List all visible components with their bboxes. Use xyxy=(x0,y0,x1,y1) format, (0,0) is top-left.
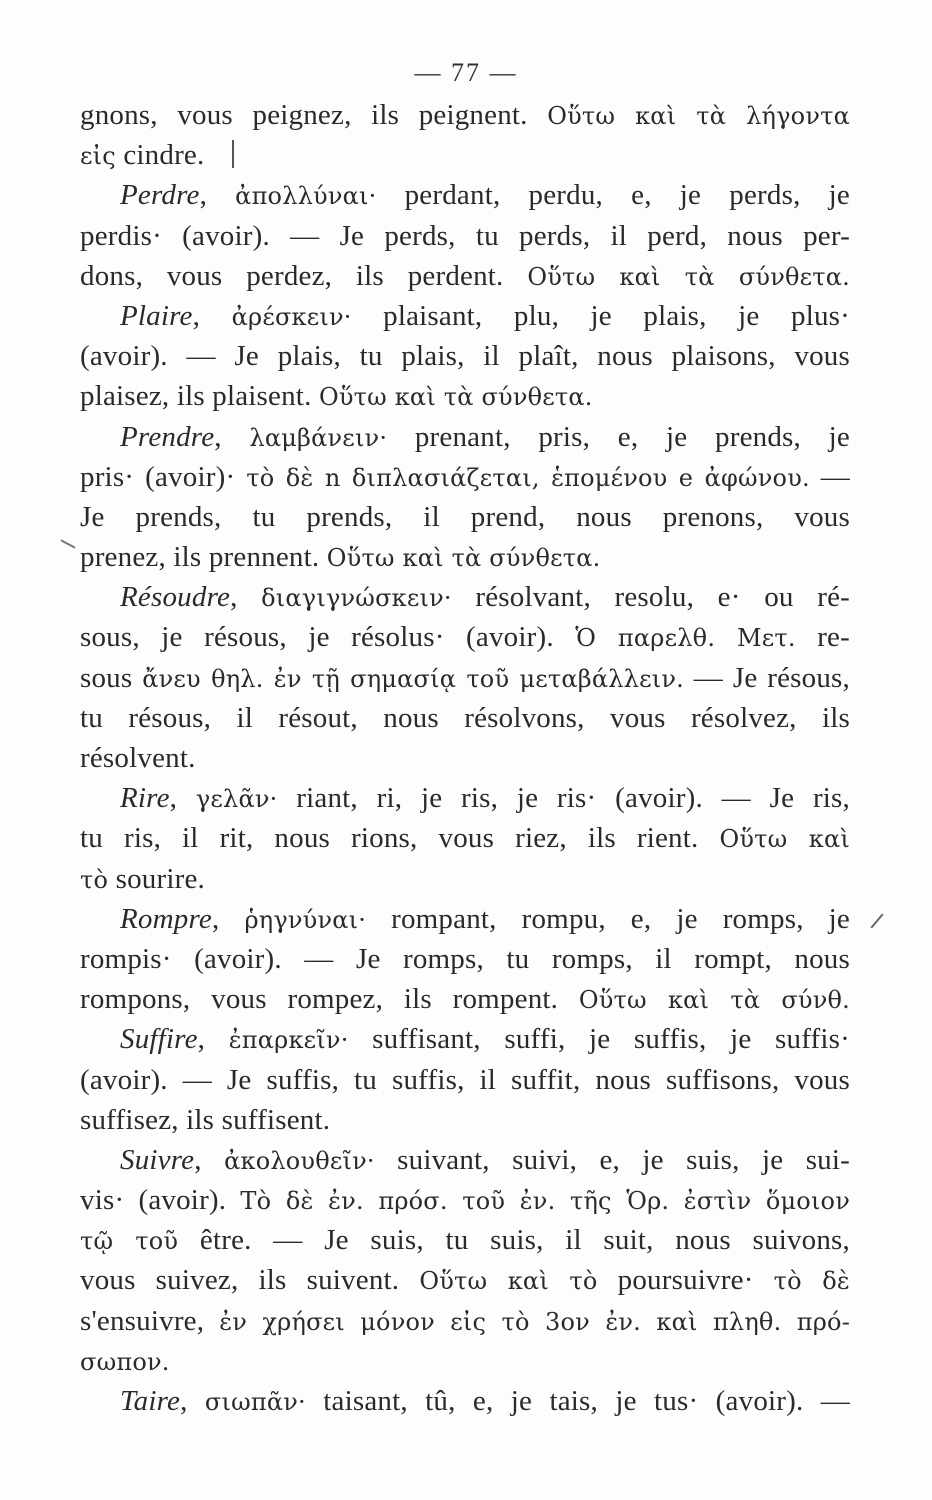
french-text: résolvant, resolu, e· ou ré- xyxy=(451,581,850,614)
french-text: perdant, perdu, e, je perds, je xyxy=(376,179,850,212)
text-line xyxy=(80,1301,850,1341)
greek-text: ἀπολλύναι· xyxy=(235,182,377,211)
french-text: suffisant, suffi, je suffis, je suffis· xyxy=(348,1023,850,1056)
text-line xyxy=(80,376,850,416)
text-line xyxy=(80,1100,850,1140)
french-text: rompis· (avoir). — Je romps, tu romps, il rompt, nous xyxy=(80,942,850,975)
headword: Prendre xyxy=(120,420,215,453)
french-text: sourire. xyxy=(108,862,205,895)
french-text: re- xyxy=(795,621,850,654)
text-line xyxy=(80,537,850,577)
french-text: — Je résous, xyxy=(683,661,850,694)
greek-text: Τὸ δὲ ἐν. πρόσ. τοῦ ἐν. τῆς Ὁρ. ἐστὶν ὅμοιον xyxy=(240,1187,850,1216)
french-text: perdis· (avoir). — Je perds, tu perds, il perd, nous per- xyxy=(80,219,850,252)
french-text: suivant, suivi, e, je suis, je sui- xyxy=(374,1143,850,1176)
french-text: , xyxy=(194,1143,225,1176)
headword: Rompre xyxy=(120,902,212,935)
french-text: (avoir). — Je plais, tu plais, il plaît, nous plaisons, vous xyxy=(80,340,850,373)
body-text xyxy=(80,95,850,1421)
headword: Suffire xyxy=(120,1023,198,1056)
text-line xyxy=(80,1220,850,1260)
greek-text: ῥηγνύναι· xyxy=(244,905,367,934)
greek-text: Οὕτω καὶ xyxy=(719,825,850,854)
french-text: (avoir). — Je suffis, tu suffis, il suffit, nous suffisons, vous xyxy=(80,1063,850,1096)
text-line xyxy=(80,256,850,296)
french-text: s'ensuivre, xyxy=(80,1304,220,1337)
text-line xyxy=(80,617,850,657)
french-text: , xyxy=(211,902,245,935)
french-text: sous xyxy=(80,661,143,694)
french-text: riant, ri, je ris, je ris· (avoir). — Je ris, xyxy=(277,782,850,815)
text-line xyxy=(80,1060,850,1100)
greek-text: Οὕτω καὶ τὰ σύνθ. xyxy=(578,986,850,1015)
french-text: vous suivez, ils suivent. xyxy=(80,1264,420,1297)
french-text: poursuivre· xyxy=(597,1264,774,1297)
text-line xyxy=(80,457,850,497)
text-line xyxy=(80,698,850,738)
french-text: , xyxy=(180,1385,205,1417)
margin-mark xyxy=(870,913,883,928)
text-line xyxy=(80,818,850,858)
french-text: , xyxy=(192,299,232,332)
text-line xyxy=(80,1019,850,1059)
margin-mark xyxy=(60,539,75,548)
text-line xyxy=(80,1180,850,1220)
text-line xyxy=(80,1381,850,1421)
french-text: tu ris, il rit, nous rions, vous riez, ils rient. xyxy=(80,822,720,855)
french-text: Je prends, tu prends, il prend, nous prenons, vous xyxy=(80,500,850,533)
greek-text: σιωπᾶν· xyxy=(204,1388,306,1416)
text-line xyxy=(80,1260,850,1300)
greek-text: Οὕτω καὶ τὰ λήγοντα xyxy=(547,102,850,130)
greek-text: τὸ xyxy=(80,865,109,894)
text-line xyxy=(80,577,850,617)
french-text: pris· (avoir)· xyxy=(80,460,247,493)
french-text: sous, je résous, je résolus· (avoir). xyxy=(80,621,576,654)
greek-text: Οὕτω καὶ τὸ xyxy=(419,1267,598,1296)
french-text: résolvent. xyxy=(80,742,196,774)
greek-text: Ὁ παρελθ. Μετ. xyxy=(575,624,796,653)
greek-text: λαμβάνειν· xyxy=(249,423,388,452)
greek-text: ἄνευ θηλ. ἐν τῇ σημασίᾳ τοῦ μεταβάλλειν. xyxy=(142,664,684,693)
greek-text: γελᾶν· xyxy=(195,785,278,814)
greek-text: διαγιγνώσκειν· xyxy=(261,584,452,613)
french-text: plaisant, plu, je plais, je plus· xyxy=(351,299,850,332)
text-line xyxy=(80,979,850,1019)
headword: Résoudre xyxy=(120,581,231,614)
text-line xyxy=(80,336,850,376)
french-text: plaisez, ils plaisent. xyxy=(80,380,319,413)
french-text: tu résous, il résout, nous résolvons, vous résolvez, ils xyxy=(80,701,850,734)
french-text: — xyxy=(809,460,850,493)
text-line xyxy=(80,939,850,979)
french-text: , xyxy=(199,179,236,212)
text-line xyxy=(80,175,850,215)
text-line xyxy=(80,1140,850,1180)
french-text: vis· (avoir). xyxy=(80,1184,241,1217)
french-text: prenez, ils prennent. xyxy=(80,541,327,574)
headword: Plaire xyxy=(120,299,193,332)
greek-text: τὸ δὲ xyxy=(773,1267,850,1296)
text-line xyxy=(80,658,850,698)
greek-text: Οὕτω καὶ τὰ σύνθετα. xyxy=(318,383,593,412)
french-text: dons, vous perdez, ils perdent. xyxy=(80,259,528,292)
headword: Perdre xyxy=(120,179,200,212)
greek-text: ἐν χρήσει μόνον εἰς τὸ 3ον ἐν. καὶ πληθ. πρό- xyxy=(219,1307,850,1336)
french-text: , xyxy=(169,782,196,815)
text-line xyxy=(80,216,850,256)
french-text: suffisez, ils suffisent. xyxy=(80,1103,331,1136)
greek-text: Οὕτω καὶ τὰ σύνθετα. xyxy=(326,544,601,573)
greek-text: σωπον. xyxy=(80,1347,170,1376)
text-line xyxy=(80,778,850,818)
headword: Rire xyxy=(120,782,170,815)
french-text: être. — Je suis, tu suis, il suit, nous suivons, xyxy=(178,1224,850,1257)
french-text: taisant, tû, e, je tais, je tus· (avoir). — xyxy=(305,1385,850,1417)
greek-text: ἐπαρκεῖν· xyxy=(228,1026,349,1055)
text-line xyxy=(80,899,850,939)
greek-text: Οὕτω καὶ τὰ σύνθετα. xyxy=(527,262,850,291)
greek-text: τὸ δὲ n διπλασιάζεται, ἑπομένου e ἀφώνου. xyxy=(246,463,810,492)
text-line xyxy=(80,497,850,537)
french-text: , xyxy=(197,1023,229,1056)
text-line xyxy=(80,738,850,778)
text-line xyxy=(80,1341,850,1381)
page-number: — 77 — xyxy=(414,58,518,87)
headword: Suivre xyxy=(120,1143,195,1176)
text-line xyxy=(80,135,850,175)
text-line xyxy=(80,296,850,336)
french-text: rompant, rompu, e, je romps, je xyxy=(366,902,850,935)
greek-text: τῷ τοῦ xyxy=(80,1227,179,1256)
french-text: cindre. xyxy=(115,139,205,172)
greek-text: ἀκολουθεῖν· xyxy=(224,1146,375,1175)
french-text: , xyxy=(230,581,262,614)
greek-text: ἀρέσκειν· xyxy=(231,302,352,331)
french-text: prenant, pris, e, je prends, je xyxy=(387,420,850,453)
french-text: , xyxy=(214,420,250,453)
greek-text: εἰς xyxy=(80,142,116,171)
french-text: gnons, vous peignez, ils peignent. xyxy=(80,99,548,131)
text-line xyxy=(80,859,850,899)
text-line xyxy=(80,95,850,135)
text-line xyxy=(80,417,850,457)
headword: Taire xyxy=(120,1385,181,1417)
french-text: rompons, vous rompez, ils rompent. xyxy=(80,983,579,1016)
